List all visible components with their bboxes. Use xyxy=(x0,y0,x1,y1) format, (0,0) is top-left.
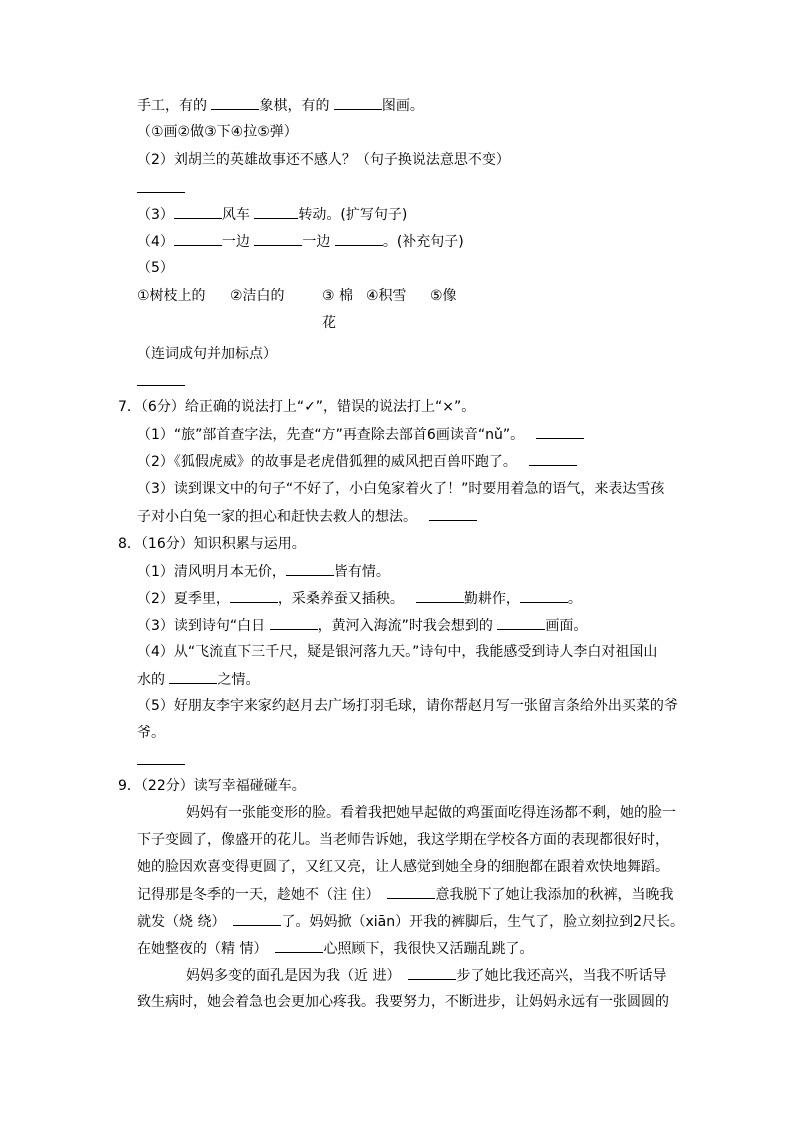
answer-blank[interactable] xyxy=(137,178,185,193)
q6-word3-cont: 花 xyxy=(322,315,336,331)
q9-p1-line6 xyxy=(137,938,533,959)
q6-item3-prefix: （3） xyxy=(137,207,174,223)
q6-item4-prefix: （4） xyxy=(137,234,174,250)
q7-item3-line2 xyxy=(137,506,477,527)
q6-text-c: 图画。 xyxy=(381,98,424,114)
q9-p1-line1: 妈妈有一张能变形的脸。看着我把她早起做的鸡蛋面吃得连汤都不剩，她的脸一 xyxy=(186,805,676,821)
answer-blank[interactable] xyxy=(286,561,334,576)
q8-item2-d: 。 xyxy=(567,591,582,607)
q8-item3-b: ，黄河入海流”时我会想到的 xyxy=(317,618,498,634)
q6-item2-prompt: （2）刘胡兰的英雄故事还不感人？（句子换说法意思不变） xyxy=(137,152,510,168)
q8-item4-a: 水的 xyxy=(137,672,170,688)
q8-item5-line1: （5）好朋友李宇来家约赵月去广场打羽毛球，请你帮赵月写一张留言条给外出买菜的爷 xyxy=(137,698,678,714)
q8-item2-b: ，采桑养蚕又插秧。 xyxy=(277,591,404,607)
q6-text-b: 象棋，有的 xyxy=(259,98,334,114)
answer-blank[interactable] xyxy=(169,669,217,684)
answer-blank[interactable] xyxy=(230,588,278,603)
q9-p1-line3: 她的脸因欢喜变得更圆了，又红又亮，让人感觉到她全身的细胞都在跟着欢快地舞蹈。 xyxy=(137,859,669,875)
q6-item5-instruction: （连词成句并加标点） xyxy=(137,346,277,362)
q7-item1 xyxy=(137,424,584,445)
q9-p1-line5-a: 就发（烧 绕） xyxy=(137,914,226,930)
answer-blank[interactable] xyxy=(254,204,298,219)
q6-item4-suffix: 。(补充句子) xyxy=(382,234,464,250)
q6-line-crafts xyxy=(137,95,424,116)
answer-blank[interactable] xyxy=(429,506,477,521)
q6-word2: ②洁白的 xyxy=(230,288,285,304)
q6-item5-answer-line[interactable] xyxy=(137,371,185,392)
q9-p1-line5-b: 了。妈妈掀（xiān）开我的裤脚后，生气了，脸立刻拉到2尺长。 xyxy=(281,914,684,930)
q7-item3-line1: （3）读到课文中的句子“不好了，小白兔家着火了！”时要用着急的语气，来表达雪孩 xyxy=(137,481,665,497)
q8-item1-a: （1）清风明月本无价， xyxy=(137,564,286,580)
q9-p1-line4 xyxy=(137,884,673,905)
answer-blank[interactable] xyxy=(233,911,281,926)
q9-p1-line4-a: 记得那是冬季的一天，趁她不（注 住） xyxy=(137,887,380,903)
q9-p2-line1-a: 妈妈多变的面孔是因为我（近 进） xyxy=(186,968,401,984)
q6-word4: ④积雪 xyxy=(366,288,407,304)
q8-item5-line2: 爷。 xyxy=(137,725,165,741)
q9-p2-line1 xyxy=(186,965,666,986)
q8-header: 8．（16分）知识积累与运用。 xyxy=(118,536,306,552)
answer-blank[interactable] xyxy=(334,95,382,110)
q7-item2 xyxy=(137,451,577,472)
q8-item2 xyxy=(137,588,582,609)
q6-item3-suffix: 转动。(扩写句子) xyxy=(298,207,408,223)
q6-item5-label: （5） xyxy=(137,260,174,276)
q8-item1 xyxy=(137,561,390,582)
answer-blank[interactable] xyxy=(254,231,302,246)
answer-blank[interactable] xyxy=(416,588,464,603)
q9-p1-line5 xyxy=(137,911,684,932)
q8-item5-answer-line[interactable] xyxy=(137,750,185,771)
q8-item3 xyxy=(137,615,587,636)
q6-item2-answer-line[interactable] xyxy=(137,178,185,199)
q8-item3-c: 画面。 xyxy=(545,618,588,634)
answer-blank[interactable] xyxy=(335,231,383,246)
answer-blank[interactable] xyxy=(387,884,435,899)
q6-item4-mid2: 一边 xyxy=(302,234,335,250)
q6-item4 xyxy=(137,231,464,252)
answer-blank[interactable] xyxy=(529,451,577,466)
q7-item3-text: 子对小白兔一家的担心和赶快去救人的想法。 xyxy=(137,509,417,525)
q8-item4-line1: （4）从“飞流直下三千尺，疑是银河落九天。”诗句中，我能感受到诗人李白对祖国山 xyxy=(137,644,658,660)
q8-item1-b: 皆有情。 xyxy=(333,564,390,580)
q7-item1-text: （1）“旅”部首查字法，先查“方”再查除去部首6画读音“nǔ”。 xyxy=(137,427,525,443)
q7-item2-text: （2）《狐假虎威》的故事是老虎借狐狸的威风把百兽吓跑了。 xyxy=(137,454,517,470)
answer-blank[interactable] xyxy=(174,231,222,246)
q6-text-a: 手工，有的 xyxy=(137,98,212,114)
q8-item2-c: 勤耕作， xyxy=(463,591,520,607)
q8-item4-line2 xyxy=(137,669,259,690)
q9-p1-line6-b: 心照顾下，我很快又活蹦乱跳了。 xyxy=(323,941,534,957)
q8-item3-a: （3）读到诗句“白日 xyxy=(137,618,270,634)
q6-options: （①画②做③下④拉⑤弹） xyxy=(137,124,298,140)
q6-word3: ③ 棉 xyxy=(322,288,354,304)
q6-item4-mid1: 一边 xyxy=(221,234,255,250)
answer-blank[interactable] xyxy=(497,615,545,630)
q8-item2-a: （2）夏季里， xyxy=(137,591,230,607)
q9-p2-line1-b: 步了她比我还高兴，当我不听话导 xyxy=(456,968,667,984)
answer-blank[interactable] xyxy=(520,588,568,603)
q9-p1-line2: 下子变圆了，像盛开的花儿。当老师告诉她，我这学期在学校各方面的表现都很好时， xyxy=(137,832,669,848)
q6-item3-mid: 风车 xyxy=(221,207,255,223)
q8-item4-b: 之情。 xyxy=(217,672,260,688)
answer-blank[interactable] xyxy=(211,95,259,110)
answer-blank[interactable] xyxy=(270,615,318,630)
q9-p1-line6-a: 在她整夜的（精 情） xyxy=(137,941,268,957)
answer-blank[interactable] xyxy=(275,938,323,953)
q6-word5: ⑤像 xyxy=(430,288,457,304)
q6-item3 xyxy=(137,204,407,225)
q6-word1: ①树枝上的 xyxy=(137,288,206,304)
answer-blank[interactable] xyxy=(174,204,222,219)
answer-blank[interactable] xyxy=(408,965,456,980)
q7-header: 7．（6分）给正确的说法打上“✓”，错误的说法打上“×”。 xyxy=(118,399,476,415)
answer-blank[interactable] xyxy=(536,424,584,439)
q9-p1-line4-b: 意我脱下了她让我添加的秋裤，当晚我 xyxy=(435,887,674,903)
q9-header: 9．（22分）读写幸福碰碰车。 xyxy=(118,778,306,794)
q9-p2-line2: 致生病时，她会着急也会更加心疼我。我要努力，不断进步，让妈妈永远有一张圆圆的 xyxy=(137,994,669,1010)
answer-blank[interactable] xyxy=(137,371,185,386)
answer-blank[interactable] xyxy=(137,750,185,765)
